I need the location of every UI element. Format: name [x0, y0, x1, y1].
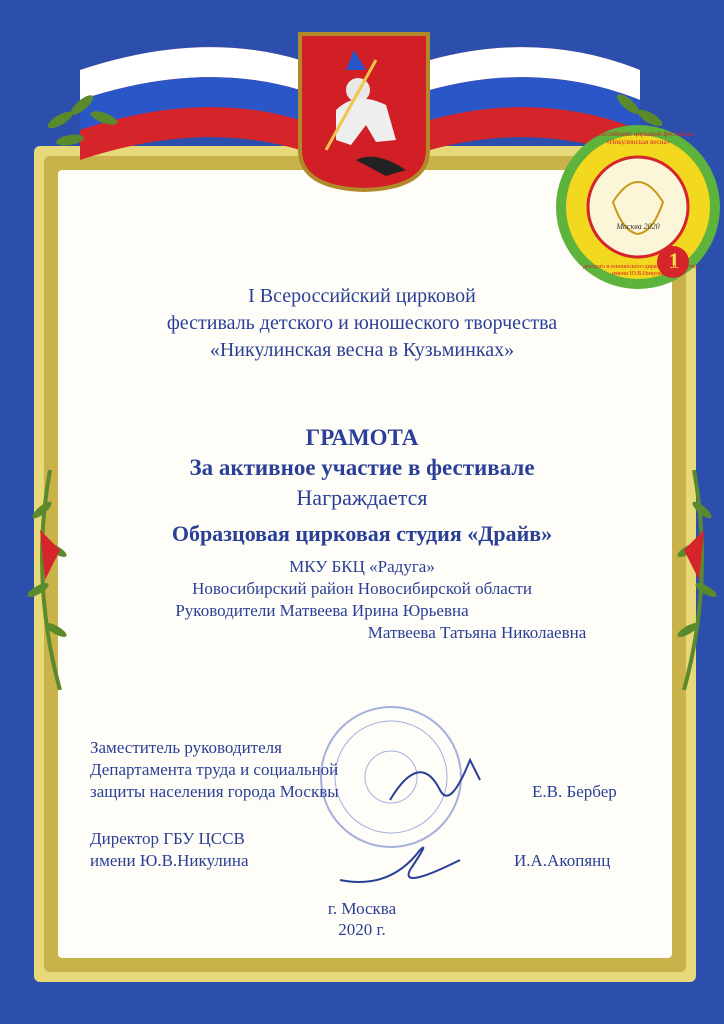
- badge-subtitle-arc: детского и юношеского циркового искусства имени Ю.В.Никулина: [582, 264, 698, 277]
- badge-caption: Москва 2020: [616, 222, 660, 231]
- footer-city: г. Москва: [327, 899, 397, 918]
- festival-title: [0, 283, 724, 364]
- festival-line-1: I Всероссийский цирковой: [248, 285, 476, 307]
- moscow-coat-of-arms-icon: [296, 30, 432, 192]
- footer-year: 2020 г.: [338, 920, 386, 939]
- signature-1-icon: [380, 740, 500, 820]
- badge-number: 1: [668, 248, 680, 273]
- award-heading: [0, 423, 724, 483]
- award-leaders-2: Матвеева Татьяна Николаевна: [367, 623, 587, 642]
- awarded-label: Награждается: [296, 485, 428, 510]
- festival-line-2: фестиваль детского и юношеского творчества: [166, 312, 558, 334]
- signer-1-line-2: Департамента труда и социальной: [90, 760, 339, 779]
- award-title: ГРАМОТА: [305, 425, 419, 450]
- signer-2-title: [90, 828, 249, 872]
- signer-2-name: И.А.Акопянц: [514, 851, 611, 870]
- badge-title-arc: I Всероссийский цирковой фестиваль «Никулинская весна»: [581, 130, 695, 146]
- signer-1-line-3: защиты населения города Москвы: [90, 782, 339, 801]
- award-recipient: Образцовая цирковая студия «Драйв»: [171, 521, 553, 546]
- signer-2-line-1: Директор ГБУ ЦССВ: [90, 829, 245, 848]
- signer-2-line-2: имени Ю.В.Никулина: [90, 851, 249, 870]
- footer-place-date: [0, 898, 724, 940]
- signer-1-line-1: Заместитель руководителя: [90, 738, 282, 757]
- award-reason: За активное участие в фестивале: [189, 455, 535, 480]
- award-org: МКУ БКЦ «Радуга»: [289, 557, 435, 576]
- award-region: Новосибирский район Новосибирской области: [192, 579, 532, 598]
- award-details: [0, 556, 724, 644]
- signer-1-title: [90, 737, 339, 803]
- award-leaders-1: Руководители Матвеева Ирина Юрьевна: [175, 601, 469, 620]
- festival-line-3: «Никулинская весна в Кузьминках»: [209, 339, 515, 361]
- signature-2-icon: [330, 830, 490, 900]
- signer-1-name: Е.В. Бербер: [532, 782, 617, 801]
